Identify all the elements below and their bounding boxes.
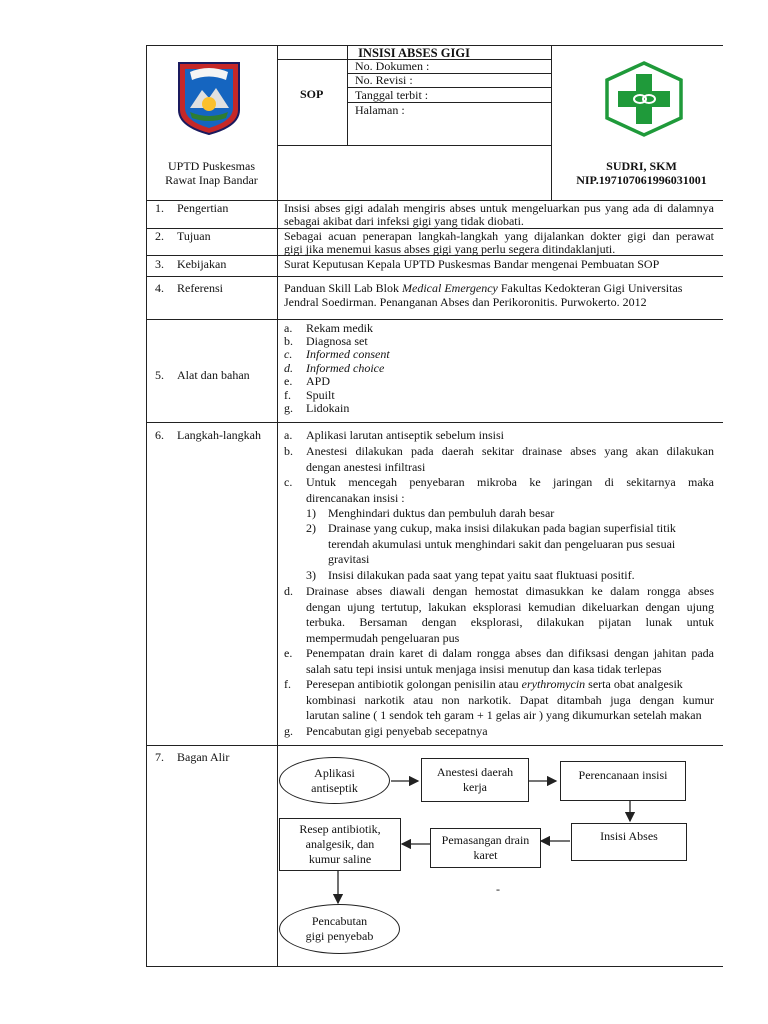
list-marker: c. (284, 347, 293, 361)
doc-number-field: No. Dokumen : (355, 59, 430, 73)
step-d: Drainase abses diawali dengan hemostat dimasukkan ke dalam rongga abses (306, 584, 714, 598)
step-d: terbuka. Bersaman dengan eksplorasi, dilakukan pijatan lunak untuk (306, 615, 714, 629)
list-marker: d. (284, 584, 293, 598)
sop-label: SOP (300, 87, 324, 101)
step-d: dengan ujung tertutup, lakukan eksplorasi kemudian dikeluarkan dengan ujung (306, 600, 714, 614)
step-g: Pencabutan gigi penyebab secepatnya (306, 724, 488, 738)
step-f: kombinasi narkotik atau non narkotik. Dapat ditambah juga dengan kumur (306, 693, 714, 707)
row-number: 6. (155, 428, 164, 442)
flow-node-resep (279, 818, 401, 871)
flow-node-text (442, 833, 530, 863)
referensi-part: Panduan Skill Lab Blok (284, 281, 402, 295)
sub-marker: 1) (306, 506, 316, 520)
row-number: 4. (155, 281, 164, 295)
flow-node-text (299, 822, 380, 867)
kebijakan-text: Surat Keputusan Kepala UPTD Puskesmas Bandar mengenai Pembuatan SOP (284, 257, 660, 271)
list-item: Rekam medik (306, 321, 373, 335)
sub-marker: 2) (306, 521, 316, 535)
org-name-line2: Rawat Inap Bandar (165, 173, 258, 187)
signer-nip: NIP.197107061996031001 (576, 173, 707, 187)
flow-node-text (306, 914, 374, 944)
flow-node-line: kumur saline (308, 852, 372, 866)
flow-node-line: Aplikasi (314, 765, 355, 780)
step-c2: gravitasi (328, 552, 370, 566)
flow-node-line: karet (473, 848, 498, 862)
list-item: APD (306, 374, 331, 388)
flow-node-line: Perencanaan insisi (578, 768, 668, 782)
flow-node-line: kerja (463, 780, 487, 794)
list-item: Diagnosa set (306, 334, 368, 348)
signer-name: SUDRI, SKM (606, 159, 677, 173)
list-marker: g. (284, 724, 293, 738)
list-item: Spuilt (306, 388, 335, 402)
list-marker: d. (284, 361, 293, 375)
step-b: Anestesi dilakukan pada daerah sekitar drainase abses yang akan dilakukan (306, 444, 714, 458)
step-c2: Drainase yang cukup, maka insisi dilakukan pada bagian superfisial titik (328, 521, 676, 535)
list-item: Lidokain (306, 401, 350, 415)
row-number: 7. (155, 750, 164, 764)
list-marker: f. (284, 388, 291, 402)
list-marker: c. (284, 475, 293, 489)
flow-node-line: analgesik, dan (305, 837, 375, 851)
step-c3: Insisi dilakukan pada saat yang tepat yaitu saat fluktuasi positif. (328, 568, 635, 582)
step-f-part: serta obat analgesik (585, 677, 683, 691)
flow-node-text (437, 765, 513, 795)
flow-node-perencanaan-insisi (560, 761, 686, 801)
list-marker: a. (284, 321, 293, 335)
flow-node-insisi-abses (571, 823, 687, 861)
step-c: direncanakan insisi : (306, 491, 405, 505)
step-e: salah satu tepi insisi untuk menjaga insisi menutup dan kasa tidak terlepas (306, 662, 662, 676)
row-number: 2. (155, 229, 164, 243)
row-number: 5. (155, 368, 164, 382)
row-label-alat-bahan: Alat dan bahan (177, 368, 250, 382)
flow-node-line: Anestesi daerah (436, 765, 514, 779)
list-item: Informed choice (306, 361, 385, 375)
step-f-italic: erythromycin (521, 677, 586, 691)
flow-node-line: Pemasangan drain (441, 833, 530, 847)
step-c1: Menghindari duktus dan pembuluh darah besar (328, 506, 555, 520)
row-number: 3. (155, 257, 164, 271)
list-marker: a. (284, 428, 293, 442)
list-marker: e. (284, 374, 293, 388)
revision-field: No. Revisi : (355, 73, 413, 87)
row-label-bagan-alir: Bagan Alir (177, 750, 230, 764)
tujuan-text: gigi jika menemui kasus abses gigi yang perlu segera ditindaklanjuti. (284, 242, 616, 256)
step-f: larutan saline ( 1 sendok teh garam + 1 gelas air ) yang dikumurkan setelah makan (306, 708, 702, 722)
flow-node-pemasangan-drain (430, 828, 541, 868)
flow-node-line: gigi penyebab (305, 929, 374, 943)
referensi-part: Fakultas Kedokteran Gigi Universitas (497, 281, 683, 295)
step-c: Untuk mencegah penyebaran mikroba ke jaringan di sekitarnya maka (306, 475, 714, 489)
flow-node-line: Resep antibiotik, (299, 822, 381, 836)
step-c2: terendah akumulasi untuk menghindari sakit dan pengeluaran pus sesuai (328, 537, 676, 551)
flow-node-line: Pencabutan (311, 914, 368, 928)
pengertian-text: Insisi abses gigi adalah mengiris abses untuk mengeluarkan pus yang ada di dalamnya (284, 201, 714, 215)
step-e: Penempatan drain karet di dalam rongga abses dan difiksasi dengan jahitan pada (306, 646, 714, 660)
pengertian-text: sebagai akibat dari infeksi gigi yang tidak diobati. (284, 214, 524, 228)
referensi-italic: Medical Emergency (402, 281, 498, 295)
row-label-pengertian: Pengertian (177, 201, 229, 215)
referensi-text: Jendral Soedirman. Penanganan Abses dan Perikoronitis. Purwokerto. 2012 (284, 295, 647, 309)
org-name-line1: UPTD Puskesmas (167, 159, 255, 173)
row-label-tujuan: Tujuan (177, 229, 211, 243)
step-f-part: Peresepan antibiotik golongan penisilin atau (306, 677, 522, 691)
document-title: INSISI ABSES GIGI (358, 46, 470, 60)
tujuan-text: Sebagai acuan penerapan langkah-langkah yang dijalankan dokter gigi dan perawat (284, 229, 714, 243)
list-marker: b. (284, 334, 293, 348)
list-marker: b. (284, 444, 293, 458)
flow-node-line: Insisi Abses (600, 829, 658, 843)
stray-mark: - (496, 882, 500, 896)
row-label-langkah: Langkah-langkah (177, 428, 261, 442)
list-marker: f. (284, 677, 291, 691)
publish-date-field: Tanggal terbit : (355, 88, 429, 102)
list-marker: e. (284, 646, 293, 660)
flow-node-anestesi (421, 758, 529, 802)
row-label-kebijakan: Kebijakan (177, 257, 227, 271)
sub-marker: 3) (306, 568, 316, 582)
step-b: dengan anestesi infiltrasi (306, 460, 426, 474)
list-item: Informed consent (306, 347, 390, 361)
flow-node-line: antiseptik (311, 780, 358, 795)
list-marker: g. (284, 401, 293, 415)
flow-node-pencabutan (279, 904, 400, 954)
flow-node-aplikasi-antiseptik (279, 757, 390, 804)
step-d: mempermudah pengeluaran pus (306, 631, 460, 645)
flow-node-text (311, 766, 358, 796)
step-a: Aplikasi larutan antiseptik sebelum insisi (306, 428, 504, 442)
row-label-referensi: Referensi (177, 281, 223, 295)
row-number: 1. (155, 201, 164, 215)
page-field: Halaman : (355, 103, 405, 117)
